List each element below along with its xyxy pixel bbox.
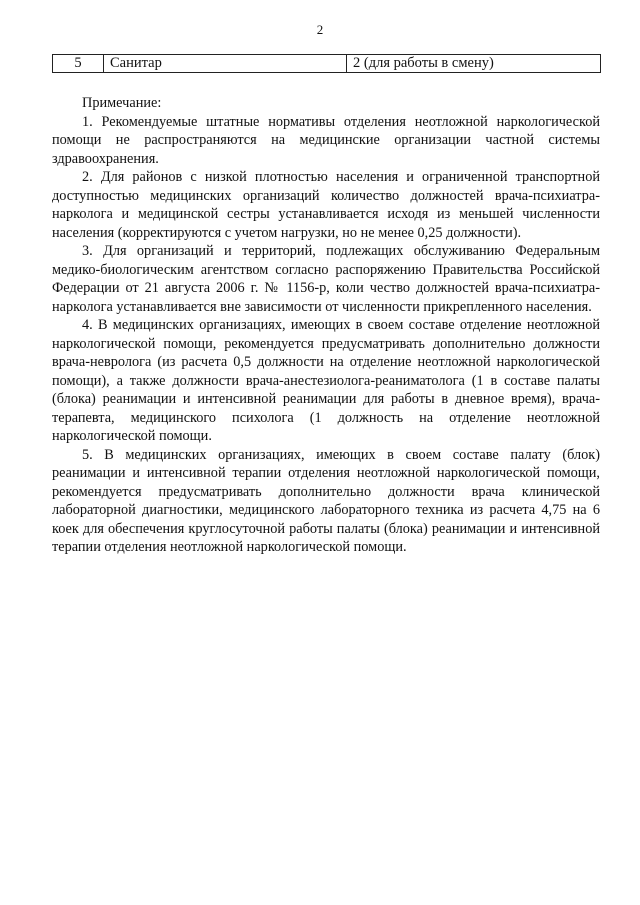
staff-count-cell: 2 (для работы в смену) [347, 55, 601, 73]
position-cell: Санитар [104, 55, 347, 73]
note-item-3: 3. Для организаций и территорий, подлежащих обслуживанию Федеральным медико-биологическим агентством согласно распоряжению Правительства Российской Федерации от 21 августа 2006 г. № 1156-р, коли чество должностей врача-психиатра-нарколога устанавливается вне зависимости от численности прикрепленного населения. [52, 243, 600, 315]
notes-heading: Примечание: [82, 95, 162, 111]
page-number: 2 [316, 22, 324, 37]
notes-section [52, 94, 600, 557]
note-item-5: 5. В медицинских организациях, имеющих в своем составе палату (блок) реанимации и интенсивной терапии отделения неотложной наркологической помощи, рекомендуется предусматривать дополнительно должности врача клинической лабораторной диагностики, медицинского лабораторного техника из расчета 4,75 на 6 коек для обеспечения круглосуточной работы палаты (блока) реанимации и интенсивной терапии отделения неотложной наркологической помощи. [52, 446, 600, 555]
note-item-1: 1. Рекомендуемые штатные нормативы отделения неотложной наркологической помощи не распространяются на медицинские организации частной системы здравоохранения. [52, 113, 600, 167]
note-item-2: 2. Для районов с низкой плотностью населения и ограниченной транспортной доступностью медицинских организаций количество должностей врача-психиатра-нарколога и медицинской сестры устанавливается исходя из меньшей численности населения (корректируются с учетом нагрузки, но не менее 0,25 должности). [52, 169, 600, 241]
table-row [53, 55, 601, 73]
row-number-cell: 5 [53, 55, 104, 73]
note-item-4: 4. В медицинских организациях, имеющих в своем составе отделение неотложной наркологической помощи, рекомендуется предусматривать дополнительно должности врача-невролога (из расчета 0,5 должности на отделение неотложной наркологической помощи), а также должности врача-анестезиолога-реаниматолога (1 в составе палаты (блока) реанимации и интенсивной реанимации для работы в дневное время), врача-терапевта, медицинского психолога (1 должность на отделение неотложной наркологической помощи. [52, 317, 600, 444]
staffing-table [52, 54, 601, 73]
